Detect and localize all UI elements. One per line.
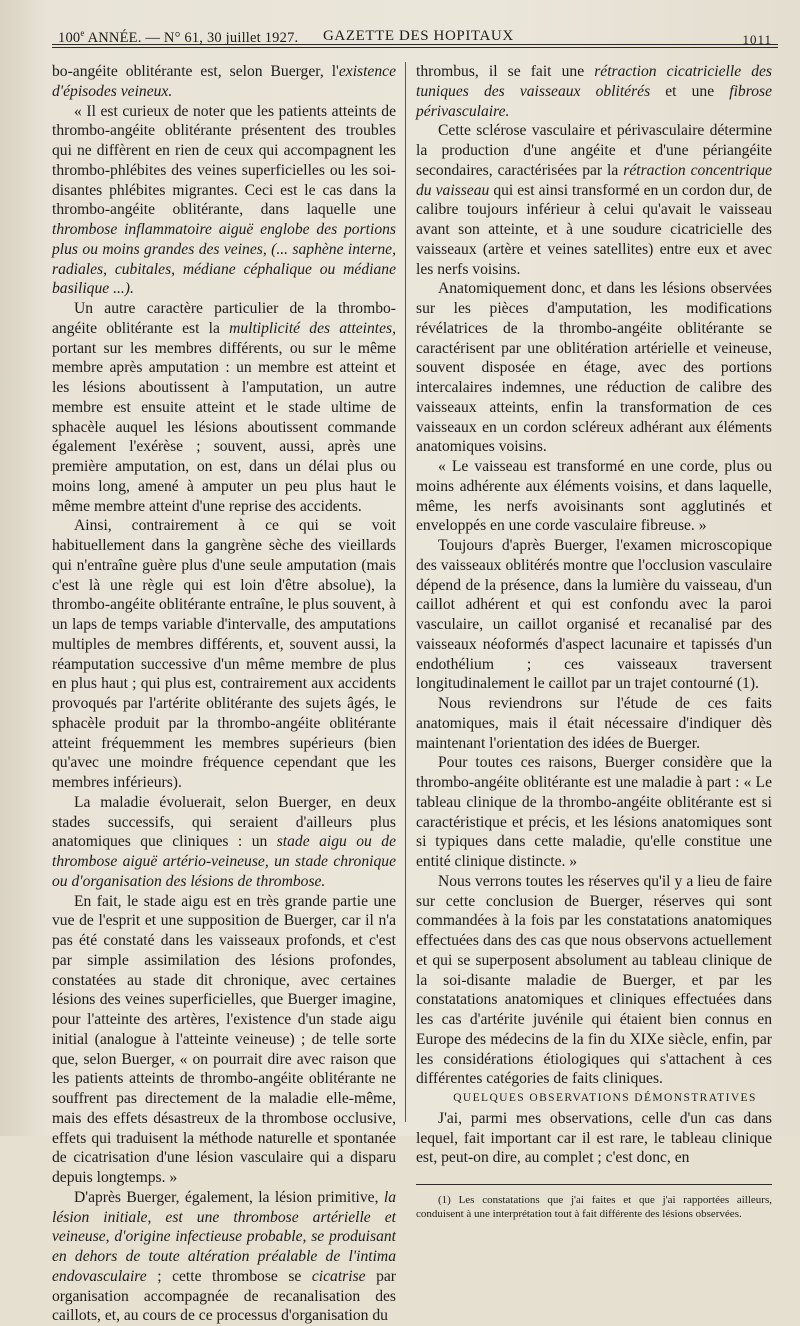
paragraph: Anatomiquement donc, et dans les lésions observées sur les pièces d'amputation, les modifications révélatrices de la thrombo-angéite oblitérante se caractérisent par une oblitération artérielle et veineuse, souvent disposée en étage, avec des portions intercalaires indemnes, une réduction de calibre des vaisseaux atteints, enfin la transformation de ces vaisseaux en un cordon scléreux adhérant aux éléments anatomiques voisins. [416, 280, 772, 456]
paragraph [416, 121, 772, 279]
text-run-italic: rétraction cicatricielle des tuniques des vaisseaux oblitérés [416, 63, 772, 100]
paragraph: Nous verrons toutes les réserves qu'il y a lieu de faire sur cette conclusion de Buerger, réserves qui sont commandées à la fois par les constatations anatomiques effectuées dans des cas que nous observons actuellement et qui se superposent absolument au tableau clinique de la soi-disante maladie de Buerger, et par les constatations anatomiques et cliniques effectuées dans les cas d'artérite juvénile qui étaient bien connus en Europe des médecins de la fin du XIXe siècle, enfin, par les considérations étiologiques qui s'attachent à ces différentes catégories de faits cliniques. [416, 872, 772, 1088]
paragraph: Toujours d'après Buerger, l'examen microscopique des vaisseaux oblitérés montre que l'occlusion vasculaire dépend de la présence, dans la lumière du vaisseau, d'un caillot adhérent et qui est confondu avec la paroi vasculaire, un caillot organisé et recanalisé par des vaisseaux néoformés d'aspect lacunaire et tapissés d'un endothélium ; ces vaisseaux traversent longitudinalement le caillot par un trajet contourné (1). [416, 537, 772, 693]
issue-number: — N° 61, 30 juillet 1927. [141, 29, 299, 46]
text-run: portant sur les membres différents, ou sur le même membre après amputation : un membre est atteint et les lésions aboutissent à l'amputation, un autre membre est ensuite atteint et le stade ultime de sphacèle auquel les lésions aboutissent commande également l'exérèse ; souvent, aussi, après une première amputation, on est, dans un délai plus ou moins long, amené à amputer un peu plus haut le même membre atteint d'une reprise des accidents. [52, 339, 396, 515]
text-run: thrombus, il se fait une [416, 63, 595, 80]
text-run: « Il est curieux de noter que les patients atteints de thrombo-angéite oblitérante présentent des troubles qui ne diffèrent en rien de ceux qui accompagnent les thrombo-phlébites des veines superficielles ou les soi-disantes phlébites migrantes. Ceci est le cas dans la thrombo-angéite oblitérante, dans laquelle une [52, 102, 396, 219]
paragraph: J'ai, parmi mes observations, celle d'un cas dans lequel, fait important car il est rare, le tableau clinique est, peut-on dire, au complet ; c'est donc, en [416, 1109, 772, 1167]
text-run: La maladie évoluerait, selon Buerger, en deux stades successifs, qui seraient d'ailleurs plus anatomiques que cliniques : un [52, 793, 396, 851]
text-run: Cette sclérose vasculaire et périvasculaire détermine la production d'une angéite et d'une périangéite secondaires, caractérisées par la [416, 122, 772, 179]
text-run-italic: fibrose périvasculaire. [416, 82, 772, 120]
paragraph [52, 102, 396, 300]
text-run-italic: existence d'épisodes veineux. [52, 63, 396, 100]
paragraph [52, 62, 396, 102]
paragraph: Nous reviendrons sur l'étude de ces faits anatomiques, mais il était nécessaire d'indiquer dès maintenant l'orientation des idées de Buerger. [416, 695, 772, 752]
page-header [48, 14, 778, 54]
text-run: et une [650, 82, 730, 100]
paragraph: En fait, le stade aigu est en très grande partie une vue de l'esprit et une supposition de Buerger, car il n'a pas été constaté dans les vaisseaux profonds, et c'est par simple assimilation des lésions profondes, constatées au stade dit chronique, avec certaines lésions des veines superficielles, que Buerger imagine, pour l'atteinte des artères, l'existence d'un stade aigu initial (analogue à l'atteinte veineuse) ; de telle sorte que, selon Buerger, « on pourrait dire avec raison que les patients atteints de thrombo-angéite oblitérante ne souffrent pas directement de la maladie elle-même, mais des effets désastreux de la thrombose occlusive, effets qui traduisent la méthode naturelle et spontanée de cicatrisation d'une lésion vasculaire qui a disparu depuis longtemps. » [52, 892, 396, 1186]
text-run-italic: rétraction concentrique du vaisseau [416, 161, 773, 199]
left-column [52, 62, 396, 1326]
text-run-italic: cicatrise [311, 1267, 366, 1285]
header-rule [52, 44, 778, 45]
paragraph [52, 299, 396, 516]
text-run: Un autre caractère particulier de la thrombo-angéite oblitérante est la [52, 300, 396, 337]
footnote: (1) Les constatations que j'ai faites et que j'ai rapportées ailleurs, conduisent à une interprétation tout à fait différente des lésions observées. [416, 1194, 772, 1220]
edition-word: ANNÉE. [84, 29, 142, 46]
paragraph: Pour toutes ces raisons, Buerger considère que la thrombo-angéite oblitérante est une maladie à part : « Le tableau clinique de la thrombo-angéite oblitérante est si caractéristique et précis, et les lésions anatomiques sont si typiques dans cette maladie, qu'elle constitue une entité clinique distincte. » [416, 754, 772, 870]
edition-number: 100 [58, 29, 81, 46]
journal-title: GAZETTE DES HOPITAUX [323, 28, 514, 44]
section-subheading: QUELQUES OBSERVATIONS DÉMONSTRATIVES [453, 1092, 757, 1104]
text-run: par organisation accompagnée de recanalisation des caillots, et, au cours de ce processus d'organisation du [52, 1267, 397, 1325]
header-rule-thin [52, 47, 778, 48]
column-divider [405, 62, 406, 1122]
paragraph [52, 793, 396, 892]
page-number: 1011 [742, 32, 772, 47]
text-run-italic: stade aigu ou de thrombose aiguë artério-veineuse, un stade chronique ou d'organisation des lésions de thrombose. [52, 833, 396, 890]
text-run-italic: thrombose inflammatoire aiguë englobe des portions plus ou moins grandes des veines, (... saphène interne, radiales, cubitales, médiane céphalique ou médiane basilique ...). [52, 221, 396, 298]
paragraph [52, 1188, 396, 1326]
text-run: bo-angéite oblitérante est, selon Buerger, l' [52, 63, 339, 80]
paragraph: Ainsi, contrairement à ce qui se voit habituellement dans la gangrène sèche des vieillards qui n'entraîne guère plus d'une seule amputation (mais c'est là une règle qui est loin d'être absolue), la thrombo-angéite oblitérante entraîne, le plus souvent, à un laps de temps variable d'intervalle, des amputations multiples de membres différents, et, souvent aussi, la réamputation successive d'un même membre de plus en plus haut ; qui plus est, contrairement aux accidents provoqués par l'artérite oblitérante des sujets âgés, le sphacèle produit par la thrombo-angéite oblitérante atteint fréquemment les membres supérieurs (bien qu'avec une moindre fréquence cependant que les membres inférieurs). [52, 517, 396, 791]
text-run-italic: multiplicité des atteintes, [229, 319, 396, 337]
text-run: qui est ainsi transformé en un cordon dur, de calibre toujours inférieur à celui qu'avait le vaisseau avant son atteinte, et à une soudure cicatricielle des vaisseaux (artère et veines satellites) entre eux et avec les nerfs voisins. [416, 181, 772, 278]
paragraph: « Le vaisseau est transformé en une corde, plus ou moins adhérente aux éléments voisins, et dans laquelle, même, les nerfs avoisinants sont agglutinés et enveloppés en une corde vasculaire fibreuse. » [416, 458, 772, 535]
right-column [416, 62, 772, 1221]
text-run: ; cette thrombose se [146, 1267, 312, 1285]
paragraph [416, 62, 772, 121]
text-run: D'après Buerger, également, la lésion primitive, [74, 1188, 384, 1206]
text-run-italic: la lésion initiale, est une thrombose artérielle et veineuse, d'origine infectieuse probable, se produisant en dehors de toute altération préalable de l'intima endovasculaire [52, 1188, 396, 1285]
edition-suffix: e [80, 28, 85, 38]
footnote-rule [416, 1184, 772, 1185]
